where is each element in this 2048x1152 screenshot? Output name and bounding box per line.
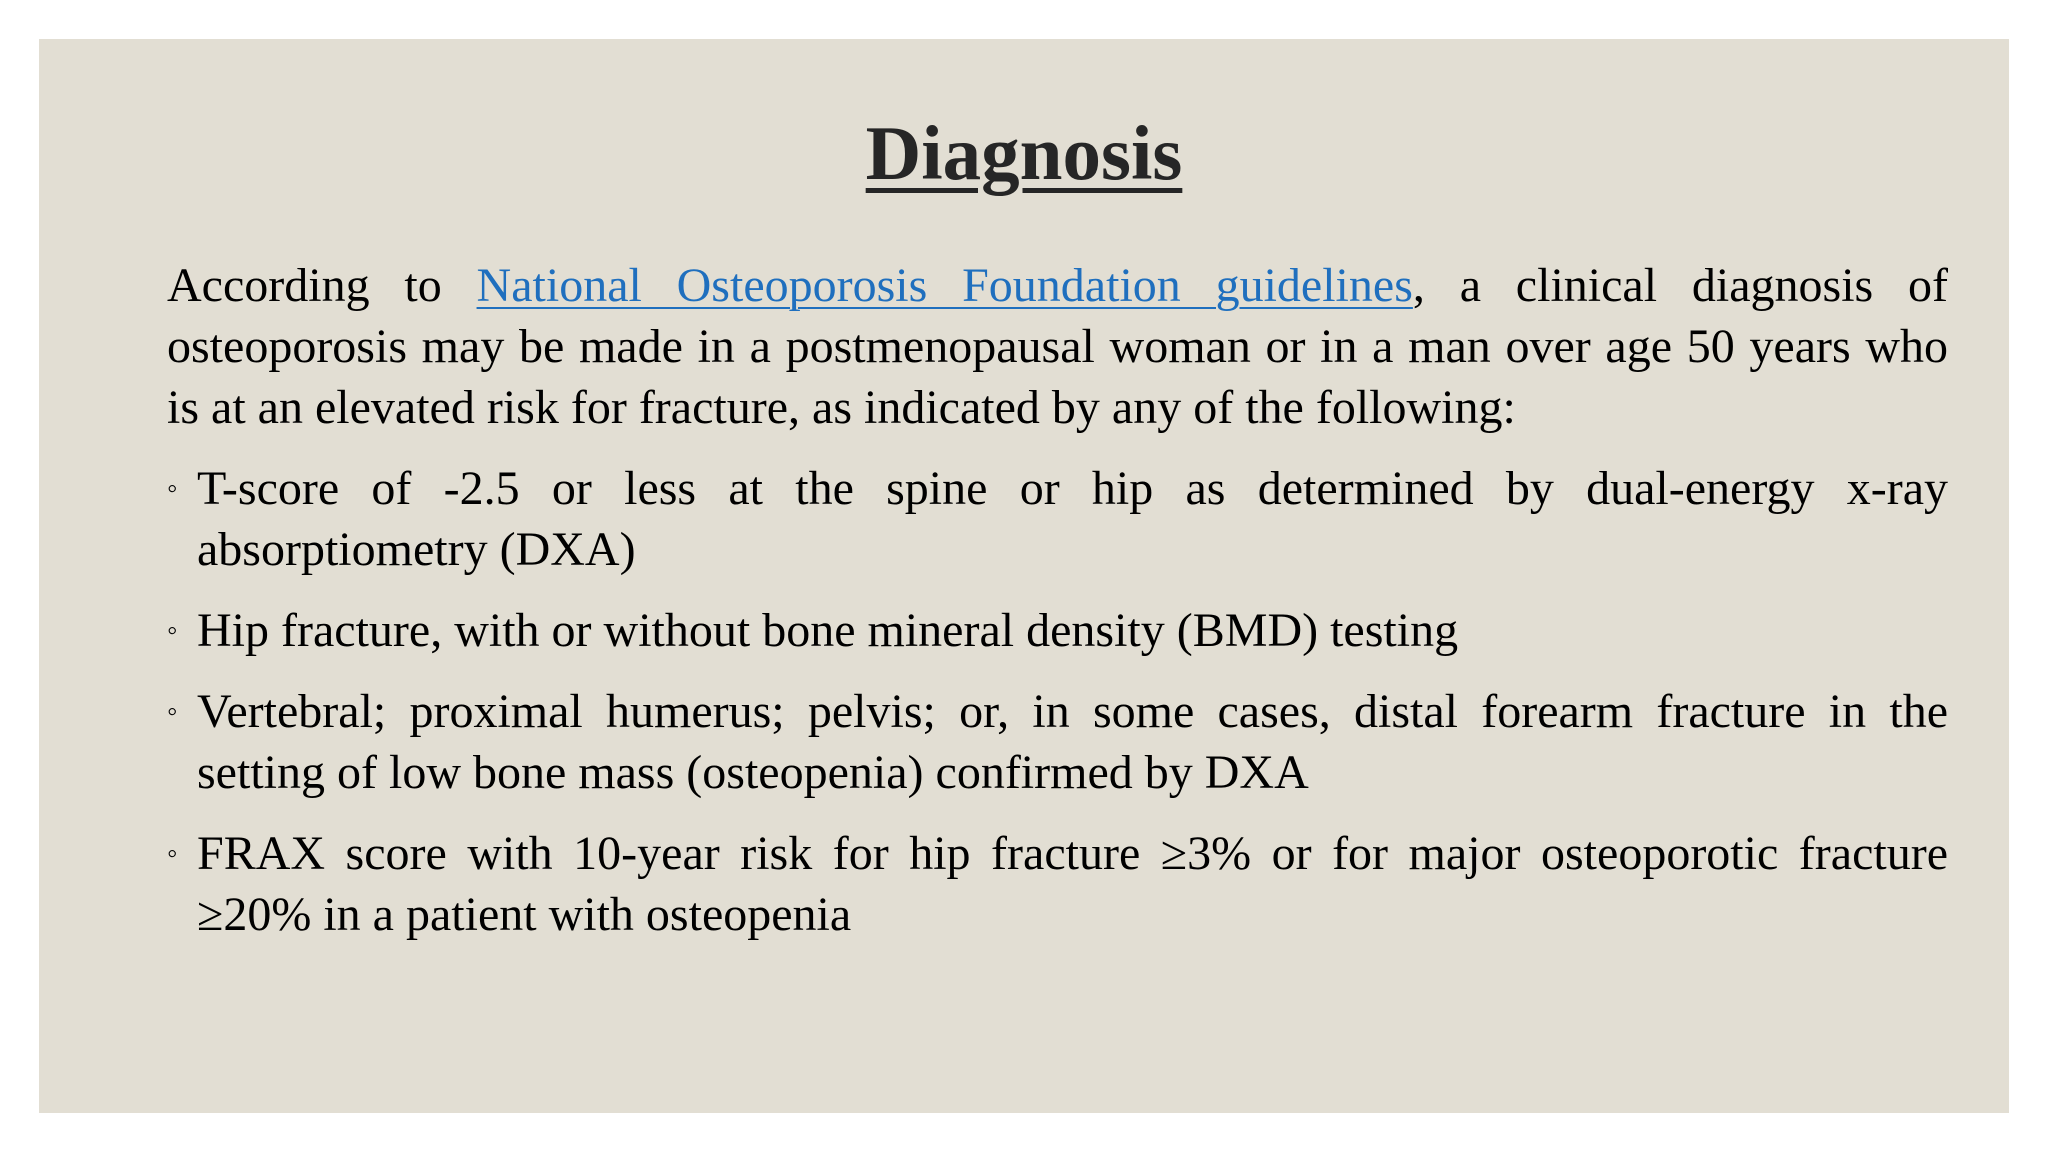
criteria-text: Hip fracture, with or without bone mineral density (BMD) testing (197, 604, 1459, 657)
criteria-text: FRAX score with 10-year risk for hip fracture ≥3% or for major osteoporotic fracture ≥20% in a patient with osteopenia (197, 827, 1948, 941)
criteria-list (167, 458, 1948, 945)
criteria-item (167, 823, 1948, 945)
nof-guidelines-link[interactable]: National Osteoporosis Foundation guidelines (476, 259, 1413, 312)
slide-title-text: Diagnosis (865, 110, 1183, 196)
criteria-item (167, 458, 1948, 580)
criteria-text: Vertebral; proximal humerus; pelvis; or, in some cases, distal forearm fracture in the setting of low bone mass (osteopenia) confirmed by DXA (197, 685, 1948, 799)
slide-content (167, 255, 1948, 965)
slide-title (39, 108, 2009, 198)
hollow-bullet-icon: ◦ (167, 472, 178, 505)
hollow-bullet-icon: ◦ (167, 614, 178, 647)
slide (39, 39, 2009, 1113)
hollow-bullet-icon: ◦ (167, 695, 178, 728)
criteria-item (167, 681, 1948, 803)
criteria-text: T-score of -2.5 or less at the spine or hip as determined by dual-energy x-ray absorptiometry (DXA) (197, 462, 1948, 576)
hollow-bullet-icon: ◦ (167, 837, 178, 870)
intro-paragraph (167, 255, 1948, 438)
intro-prefix: According to (167, 259, 477, 312)
criteria-item (167, 600, 1948, 661)
intro-suffix: , a clinical diagnosis of osteoporosis may be made in a postmenopausal woman or in a man over age 50 years who is at an elevated risk for fracture, as indicated by any of the following: (167, 259, 1948, 434)
